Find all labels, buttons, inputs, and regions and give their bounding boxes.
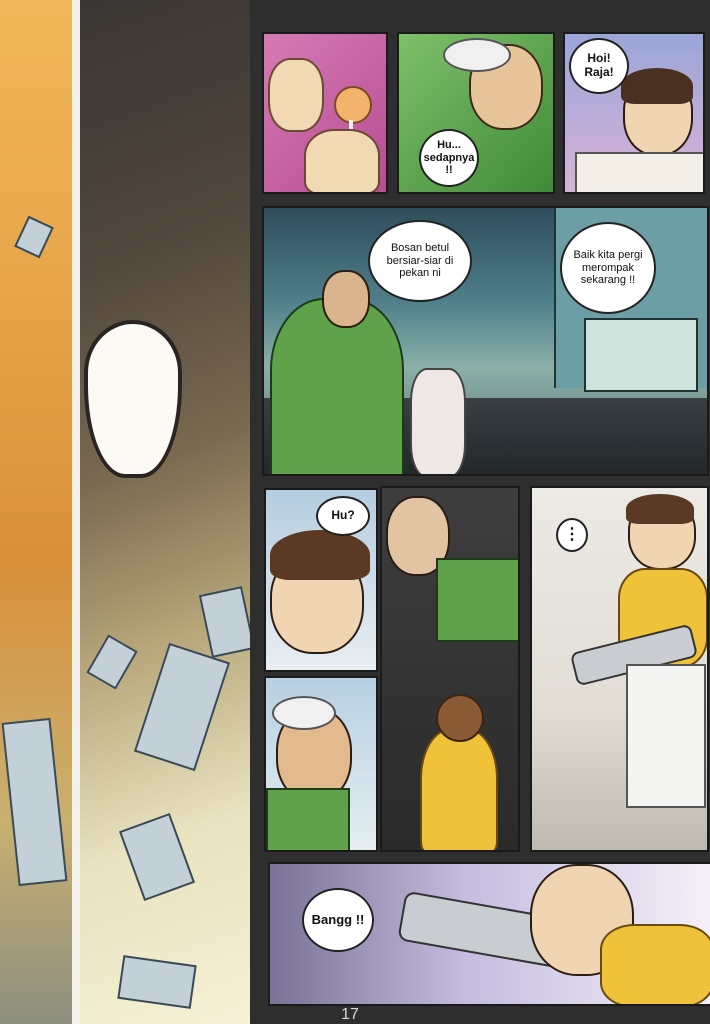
panel-bangg: [268, 862, 710, 1006]
panel-old-man-stern: [380, 486, 520, 852]
glaring-eye: [84, 320, 182, 478]
white-trousers: [626, 664, 706, 808]
bubble-text: ⋮: [564, 525, 580, 543]
speech-bubble-hu-sedapnya: [419, 129, 479, 187]
green-coat-collar: [436, 558, 520, 642]
yellow-shirt: [600, 924, 710, 1006]
bubble-text: Bosan betul bersiar-siar di pekan ni: [386, 242, 454, 280]
old-man-head: [322, 270, 370, 328]
panel-old-man-savoring: [397, 32, 555, 194]
bubble-text: Hu... sedapnya !!: [423, 139, 475, 177]
panel-boy-hu: [264, 488, 378, 672]
hand-wrapper: [268, 58, 324, 132]
shop-window: [584, 318, 698, 392]
speech-bubble-hoi-raja: [569, 38, 629, 94]
panel-child-with-gun: [530, 486, 709, 852]
page-number: 17: [341, 1006, 359, 1023]
hand: [304, 129, 380, 194]
page-edge: [72, 0, 80, 1024]
boy-stretching: [410, 368, 466, 476]
child-back-yellow-shirt: [420, 728, 498, 852]
child-head-back: [436, 694, 484, 742]
white-hair: [272, 696, 336, 730]
panel-old-man-shock: [264, 676, 378, 852]
panel-lollipop: [262, 32, 388, 194]
child-hair: [626, 494, 694, 524]
floral-shirt: [575, 152, 705, 194]
left-page-fragment: [0, 0, 250, 1024]
speech-bubble-ellipsis: [556, 518, 588, 552]
lollipop-candy: [334, 86, 372, 124]
speech-bubble-hu: [316, 496, 370, 536]
boy-hair: [270, 530, 370, 580]
green-coat: [266, 788, 350, 852]
white-hair: [443, 38, 511, 72]
bubble-text: Hu?: [331, 508, 355, 523]
bubble-text: Baik kita pergi merompak sekarang !!: [573, 249, 643, 287]
speech-bubble-baik: [560, 222, 656, 314]
speech-bubble-bosan: [368, 220, 472, 302]
panel-city-street: [262, 206, 709, 476]
boy-hair: [621, 68, 693, 104]
speech-bubble-bangg: [302, 888, 374, 952]
bubble-text: Hoi! Raja!: [584, 51, 614, 79]
bubble-text: Bangg !!: [311, 911, 365, 927]
panel-boy-calls: [563, 32, 705, 194]
